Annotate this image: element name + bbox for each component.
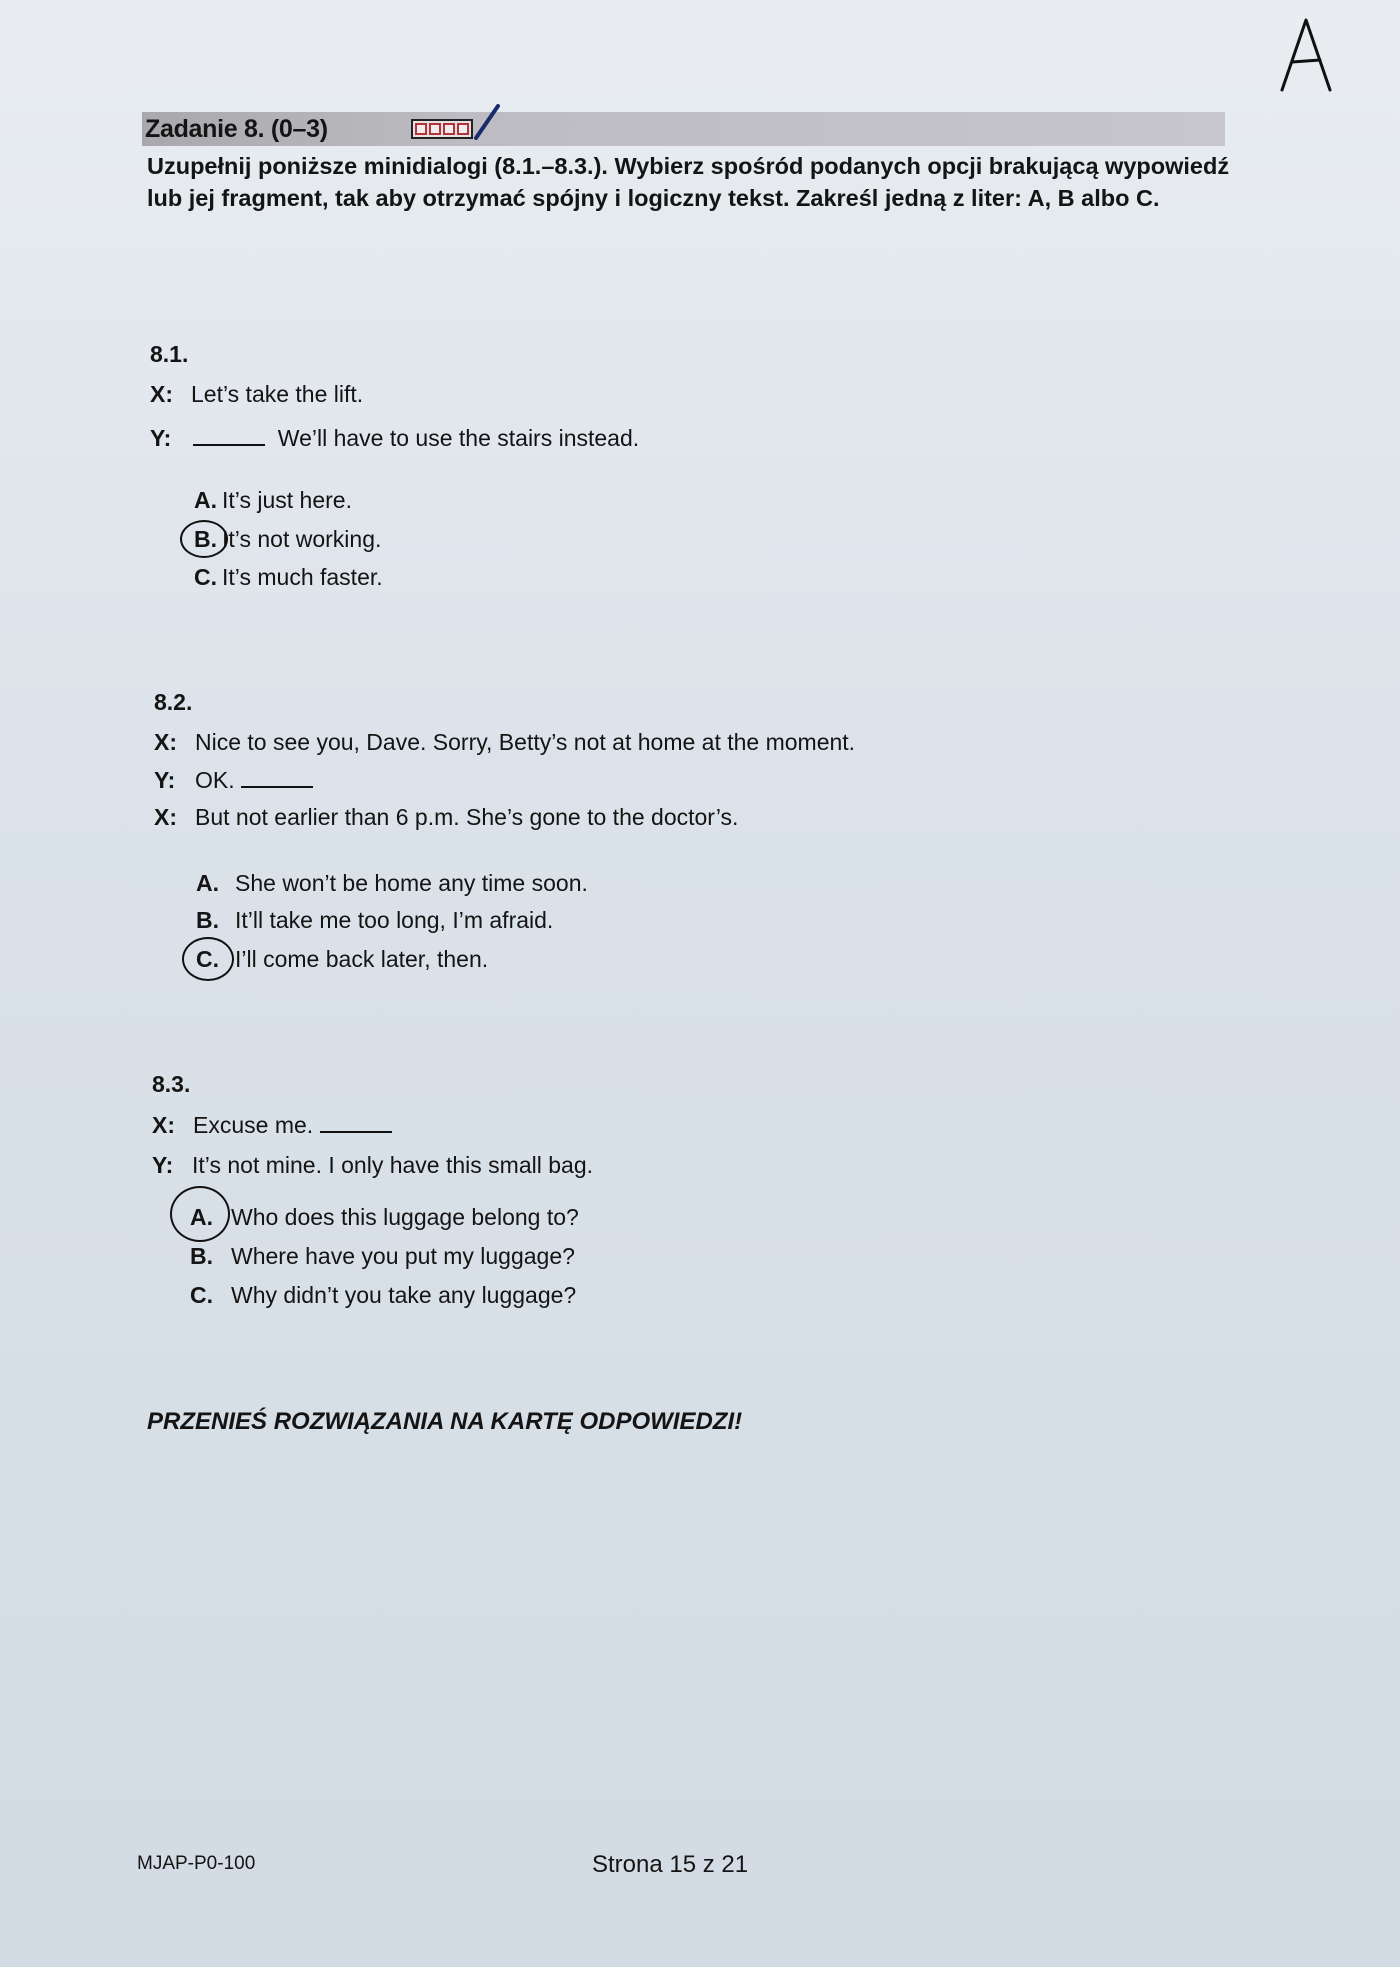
answer-blank	[241, 764, 313, 788]
option-a[interactable]	[190, 1203, 579, 1231]
dialogue-text: It’s not mine. I only have this small bag.	[192, 1152, 593, 1178]
speaker-label: Y:	[152, 1152, 174, 1178]
score-box	[457, 123, 469, 135]
option-letter: A.	[190, 1204, 213, 1230]
dialogue-line	[150, 380, 363, 408]
option-c[interactable]	[196, 945, 488, 973]
transfer-note: PRZENIEŚ ROZWIĄZANIA NA KARTĘ ODPOWIEDZI!	[147, 1408, 743, 1435]
speaker-label: X:	[154, 729, 177, 755]
answer-circle-mark	[170, 1186, 230, 1242]
dialogue-text: Excuse me.	[193, 1112, 314, 1138]
option-text: It’s not working.	[222, 526, 382, 552]
speaker-label: Y:	[150, 425, 172, 451]
score-box	[415, 123, 427, 135]
pen-stroke-mark	[472, 102, 502, 142]
task-instructions: Uzupełnij poniższe minidialogi (8.1.–8.3.). Wybierz spośród podanych opcji brakującą wypowiedź lub jej fragment, tak aby otrzymać spójny i logiczny tekst. Zakreśl jedną z liter: A, B albo C.	[147, 153, 1230, 211]
dialogue-text: But not earlier than 6 p.m. She’s gone to the doctor’s.	[195, 804, 739, 830]
dialogue-line	[154, 764, 313, 794]
option-text: It’ll take me too long, I’m afraid.	[235, 907, 554, 933]
dialogue-line	[152, 1151, 593, 1179]
option-text: I’ll come back later, then.	[235, 946, 489, 972]
question-number: 8.2.	[154, 689, 193, 715]
option-letter: C.	[194, 564, 217, 590]
option-text: It’s just here.	[222, 487, 352, 513]
score-box	[443, 123, 455, 135]
option-a[interactable]	[196, 869, 588, 897]
option-b[interactable]	[196, 906, 553, 934]
option-letter: A.	[194, 487, 217, 513]
answer-blank	[320, 1109, 392, 1133]
option-letter: C.	[190, 1282, 213, 1308]
option-letter: B.	[190, 1243, 213, 1269]
question-number: 8.3.	[152, 1071, 191, 1097]
dialogue-text: OK.	[195, 767, 235, 793]
option-c[interactable]	[190, 1281, 576, 1309]
dialogue-text: Nice to see you, Dave. Sorry, Betty’s not at home at the moment.	[195, 729, 856, 755]
option-text: It’s much faster.	[222, 564, 383, 590]
dialogue-line	[152, 1109, 392, 1139]
question-number: 8.1.	[150, 341, 189, 367]
option-text: Why didn’t you take any luggage?	[231, 1282, 577, 1308]
option-a[interactable]	[194, 486, 352, 514]
option-letter: B.	[196, 907, 219, 933]
task-title: Zadanie 8. (0–3)	[145, 115, 328, 143]
answer-circle-mark	[182, 937, 234, 981]
dialogue-line	[150, 422, 639, 452]
speaker-label: Y:	[154, 767, 176, 793]
option-b[interactable]	[190, 1242, 575, 1270]
answer-blank	[193, 422, 265, 446]
handwritten-letter-a	[1272, 14, 1342, 94]
speaker-label: X:	[150, 381, 173, 407]
footer-page-number: Strona 15 z 21	[592, 1851, 749, 1878]
option-letter: C.	[196, 946, 219, 972]
option-text: Where have you put my luggage?	[231, 1243, 575, 1269]
dialogue-text: Let’s take the lift.	[191, 381, 364, 407]
dialogue-line	[154, 728, 855, 756]
score-box	[429, 123, 441, 135]
speaker-label: X:	[152, 1112, 175, 1138]
option-text: She won’t be home any time soon.	[235, 870, 588, 896]
option-text: Who does this luggage belong to?	[231, 1204, 579, 1230]
option-letter: A.	[196, 870, 219, 896]
option-letter: B.	[194, 526, 217, 552]
speaker-label: X:	[154, 804, 177, 830]
footer-exam-code: MJAP-P0-100	[137, 1853, 256, 1874]
score-boxes	[411, 119, 473, 139]
dialogue-line	[154, 803, 738, 831]
dialogue-text: We’ll have to use the stairs instead.	[277, 425, 640, 451]
answer-circle-mark	[180, 520, 228, 558]
option-c[interactable]	[194, 563, 383, 591]
